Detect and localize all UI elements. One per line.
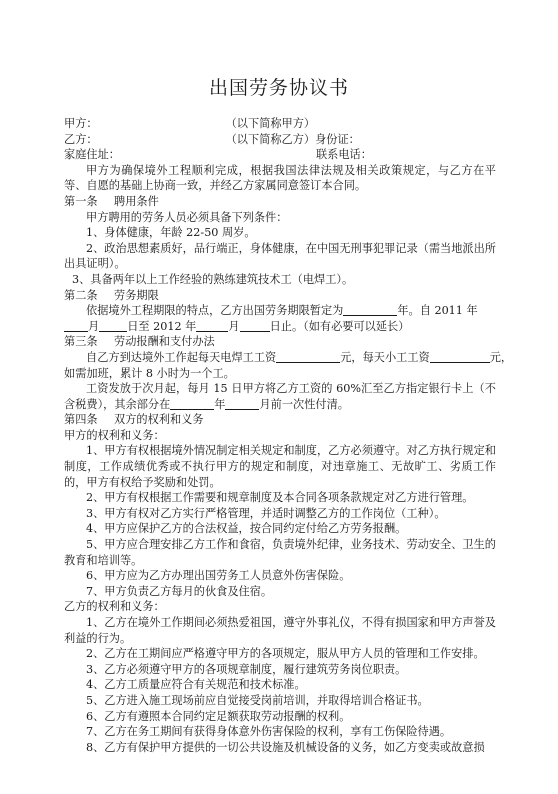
article3-para-2 — [64, 381, 496, 412]
party-b-item-4: 4、乙方工质量应符合有关规范和技术标准。 — [86, 678, 306, 692]
article1-item-3: 3、具备两年以上工作经验的熟练建筑技术工（电焊工）。 — [72, 272, 354, 286]
party-b-rights-heading: 乙方的权利和义务： — [64, 600, 165, 614]
blank-field — [276, 351, 340, 363]
party-b-item-5: 5、乙方进入施工现场前应自觉接受岗前培训，并取得培训合格证书。 — [86, 693, 429, 707]
party-a-item-2: 2、甲方有权根据工作需要和规章制度及本合同各项条款规定对乙方进行管理。 — [86, 491, 474, 505]
party-a-label: 甲方： — [64, 117, 98, 130]
family-phone-label: 联系电话： — [315, 148, 372, 162]
article2-text: 年。自 2011 年 — [397, 304, 478, 318]
article2-text: 日止。（如有必要可以延长） — [269, 319, 410, 333]
article2-text: 月 — [228, 319, 240, 333]
party-b-item-6: 6、乙方有遵照本合同约定足额获取劳动报酬的权利。 — [86, 709, 351, 723]
blank-field — [99, 320, 127, 332]
party-b-id-label: 身份证： — [315, 132, 360, 146]
article1-item-2: 2、政治思想素质好，品行端正，身体健康，在中国无刑事犯罪记录（需当地派出所出具证明）。 — [64, 241, 496, 271]
party-a-note: （以下简称甲方） — [225, 117, 316, 130]
party-a-item-1: 1、甲方有权根据境外情况制定相关规定和制度，乙方必须遵守。对乙方执行规定和制度，工作成绩优秀或不执行甲方的规定和制度，对违章施工、无故旷工、劣质工作的，甲方有权给予奖励和处罚。 — [64, 444, 496, 489]
article2-text: 依据境外工程期限的特点，乙方出国劳务期限暂定为 — [86, 304, 344, 318]
article1-lead: 甲方聘用的劳务人员必须具备下列条件： — [86, 210, 288, 224]
party-b-label: 乙方： — [64, 132, 98, 146]
document-title: 出国劳务协议书 — [208, 77, 349, 99]
article1-heading — [64, 194, 496, 210]
party-b-note: （以下简称乙方） — [225, 132, 316, 146]
party-a-line — [64, 116, 496, 132]
article3-line-2: 如需加班，累计 8 小时为一个工。 — [64, 366, 235, 380]
party-a-item-6: 6、甲方应为乙方办理出国劳务工人员意外伤害保险。 — [86, 569, 351, 583]
blank-field — [170, 398, 214, 410]
family-address-label: 家庭住址： — [64, 148, 120, 162]
article2-line-1 — [64, 303, 496, 319]
blank-field — [240, 320, 270, 332]
party-a-item-5: 5、甲方应合理安排乙方工作和食宿，负责境外纪律，业务技术、劳动安全、卫生的教育和培训等。 — [64, 538, 496, 567]
article3-heading — [64, 334, 496, 350]
party-b-item-1: 1、乙方在境外工作期间必须热爱祖国，遵守外事礼仪，不得有损国家和甲方声誉及利益的行为。 — [64, 616, 496, 645]
article3-text: 自乙方到达境外工作起每天电焊工工资 — [86, 350, 277, 364]
intro-paragraph: 甲方为确保境外工程顺利完成，根据我国法律法规及相关政策规定，与乙方在平等、自愿的基础上协商一致，并经乙方家属同意签订本合同。 — [64, 163, 496, 193]
family-line — [64, 147, 496, 163]
article1-item-1: 1、身体健康，年龄 22-50 周岁。 — [86, 226, 256, 240]
article3-number: 第三条 — [64, 335, 98, 349]
party-a-item-4: 4、甲方应保护乙方的合法权益，按合同约定付给乙方劳务报酬。 — [86, 522, 407, 536]
party-a-item-7: 7、甲方负责乙方每月的伙食及住宿。 — [86, 584, 273, 598]
article2-heading — [64, 288, 496, 304]
blank-field — [430, 351, 490, 363]
party-b-item-7: 7、乙方在务工期间有获得身体意外伤害保险的权利，享有工伤保险待遇。 — [86, 725, 452, 739]
article2-line-2 — [64, 319, 496, 335]
article3-text: 月前一次性付清。 — [259, 397, 349, 411]
article3-title: 劳动报酬和支付办法 — [114, 335, 215, 349]
blank-field — [225, 398, 259, 410]
article1-title: 聘用条件 — [114, 194, 159, 208]
article4-number: 第四条 — [64, 413, 98, 427]
article2-text: 月 — [88, 319, 100, 333]
article1-number: 第一条 — [64, 194, 98, 208]
article2-title: 劳务期限 — [114, 288, 159, 302]
article3-text: 元， — [489, 350, 513, 364]
party-b-item-2: 2、乙方在工期间应严格遵守甲方的各项规定，服从甲方人员的管理和工作安排。 — [86, 647, 485, 661]
article3-line-1 — [64, 350, 513, 366]
blank-field — [196, 320, 228, 332]
article2-number: 第二条 — [64, 288, 98, 302]
document-body — [64, 116, 513, 755]
party-a-rights-heading: 甲方的权利和义务： — [64, 428, 165, 442]
article3-text: 工资发放于次月起，每月 15 日甲方将乙方工资的 60%汇至乙方指定银行卡上（不含税费），其余部分在 — [64, 382, 496, 411]
article4-heading — [64, 412, 496, 428]
party-b-item-8: 8、乙方有保护甲方提供的一切公共设施及机械设备的义务，如乙方变卖或故意损 — [86, 740, 485, 754]
article2-text: 日至 2012 年 — [127, 319, 197, 333]
blank-field — [64, 320, 88, 332]
blank-field — [343, 304, 397, 316]
article3-text: 元，每天小工工资 — [340, 350, 430, 364]
party-b-item-3: 3、乙方必须遵守甲方的各项规章制度，履行建筑劳务岗位职责。 — [86, 662, 407, 676]
party-a-item-3: 3、甲方有权对乙方实行严格管理，并适时调整乙方的工作岗位（工种）。 — [86, 506, 446, 520]
article4-title: 双方的权利和义务 — [114, 413, 204, 427]
article3-text: 年 — [214, 397, 226, 411]
party-b-line — [64, 132, 496, 148]
